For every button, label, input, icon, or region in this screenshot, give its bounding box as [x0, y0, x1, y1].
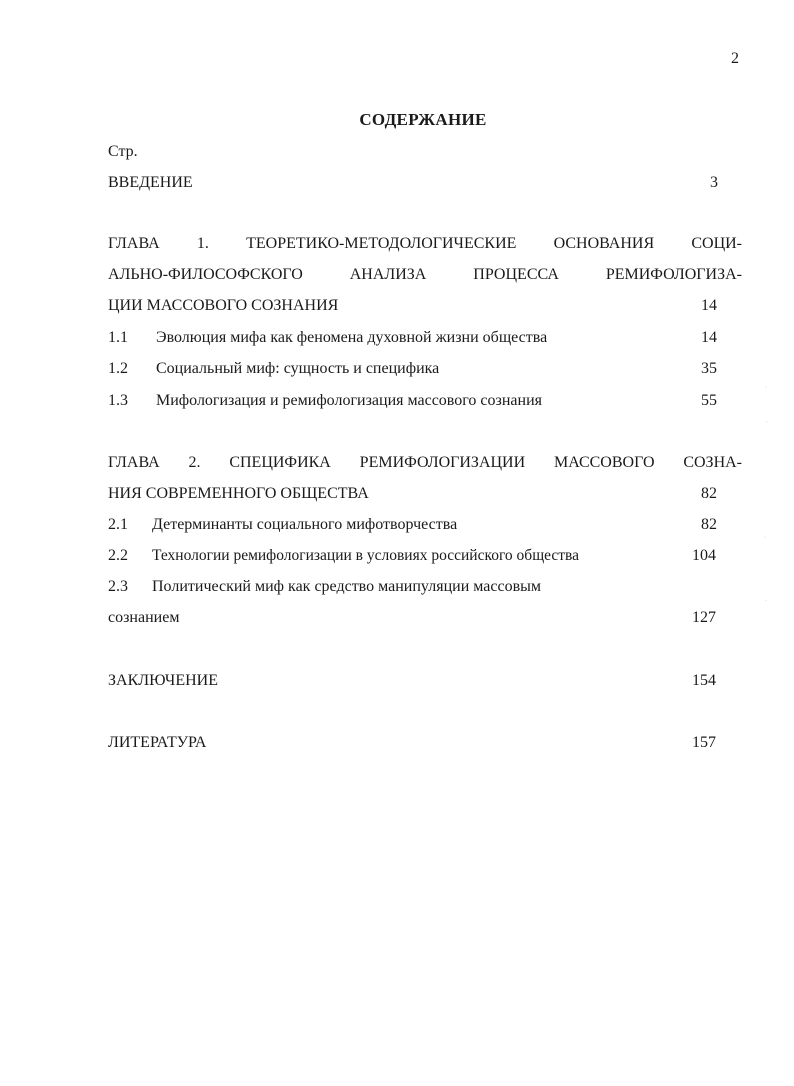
toc-conclusion-page: 154 [692, 672, 716, 689]
toc-literature-page: 157 [692, 734, 716, 751]
section-number: 2.2 [108, 547, 128, 564]
section-title: Технологии ремифологизации в условиях российского общества [152, 547, 580, 564]
toc-intro-label: ВВЕДЕНИЕ [108, 174, 193, 191]
section-page: 82 [701, 516, 717, 533]
chapter-1-title-line-3: ЦИИ МАССОВОГО СОЗНАНИЯ [108, 297, 339, 314]
section-number: 1.1 [108, 329, 128, 346]
section-title: Социальный миф: сущность и специфика [156, 360, 440, 377]
chapter-1-page: 14 [701, 297, 717, 314]
section-page: 104 [692, 547, 716, 564]
scan-speck: · [766, 420, 768, 426]
chapter-2-title-line-1: ГЛАВА 2. СПЕЦИФИКА РЕМИФОЛОГИЗАЦИИ МАССОВОГО СОЗНА- [108, 454, 742, 471]
chapter-2-page: 82 [701, 485, 717, 502]
page-title: СОДЕРЖАНИЕ [359, 110, 487, 129]
toc-literature-label: ЛИТЕРАТУРА [108, 734, 207, 751]
section-title: Мифологизация и ремифологизация массового сознания [156, 392, 542, 409]
chapter-1-title-line-1: ГЛАВА 1. ТЕОРЕТИКО-МЕТОДОЛОГИЧЕСКИЕ ОСНОВАНИЯ СОЦИ- [108, 235, 742, 252]
section-title: Политический миф как средство манипуляции массовым [152, 578, 542, 595]
toc-conclusion-label: ЗАКЛЮЧЕНИЕ [108, 672, 218, 689]
scan-speck: · [765, 598, 767, 604]
chapter-2-title-line-2: НИЯ СОВРЕМЕННОГО ОБЩЕСТВА [108, 485, 369, 502]
chapter-1-title-line-2: АЛЬНО-ФИЛОСОФСКОГО АНАЛИЗА ПРОЦЕССА РЕМИФОЛОГИЗА- [108, 266, 742, 283]
scan-speck: · [765, 385, 767, 391]
section-page: 55 [701, 392, 717, 409]
scan-speck: · [764, 535, 766, 541]
page-column-label: Стр. [108, 143, 138, 160]
section-title-continuation: сознанием [108, 609, 180, 626]
section-page: 127 [692, 609, 716, 626]
section-number: 2.3 [108, 578, 128, 595]
section-number: 1.2 [108, 360, 128, 377]
toc-intro-page: 3 [710, 174, 718, 191]
section-number: 1.3 [108, 392, 128, 409]
section-page: 35 [701, 360, 717, 377]
section-title: Детерминанты социального мифотворчества [152, 516, 458, 533]
section-number: 2.1 [108, 516, 128, 533]
page-number: 2 [731, 50, 739, 67]
section-title: Эволюция мифа как феномена духовной жизни общества [156, 329, 548, 346]
section-page: 14 [701, 329, 717, 346]
